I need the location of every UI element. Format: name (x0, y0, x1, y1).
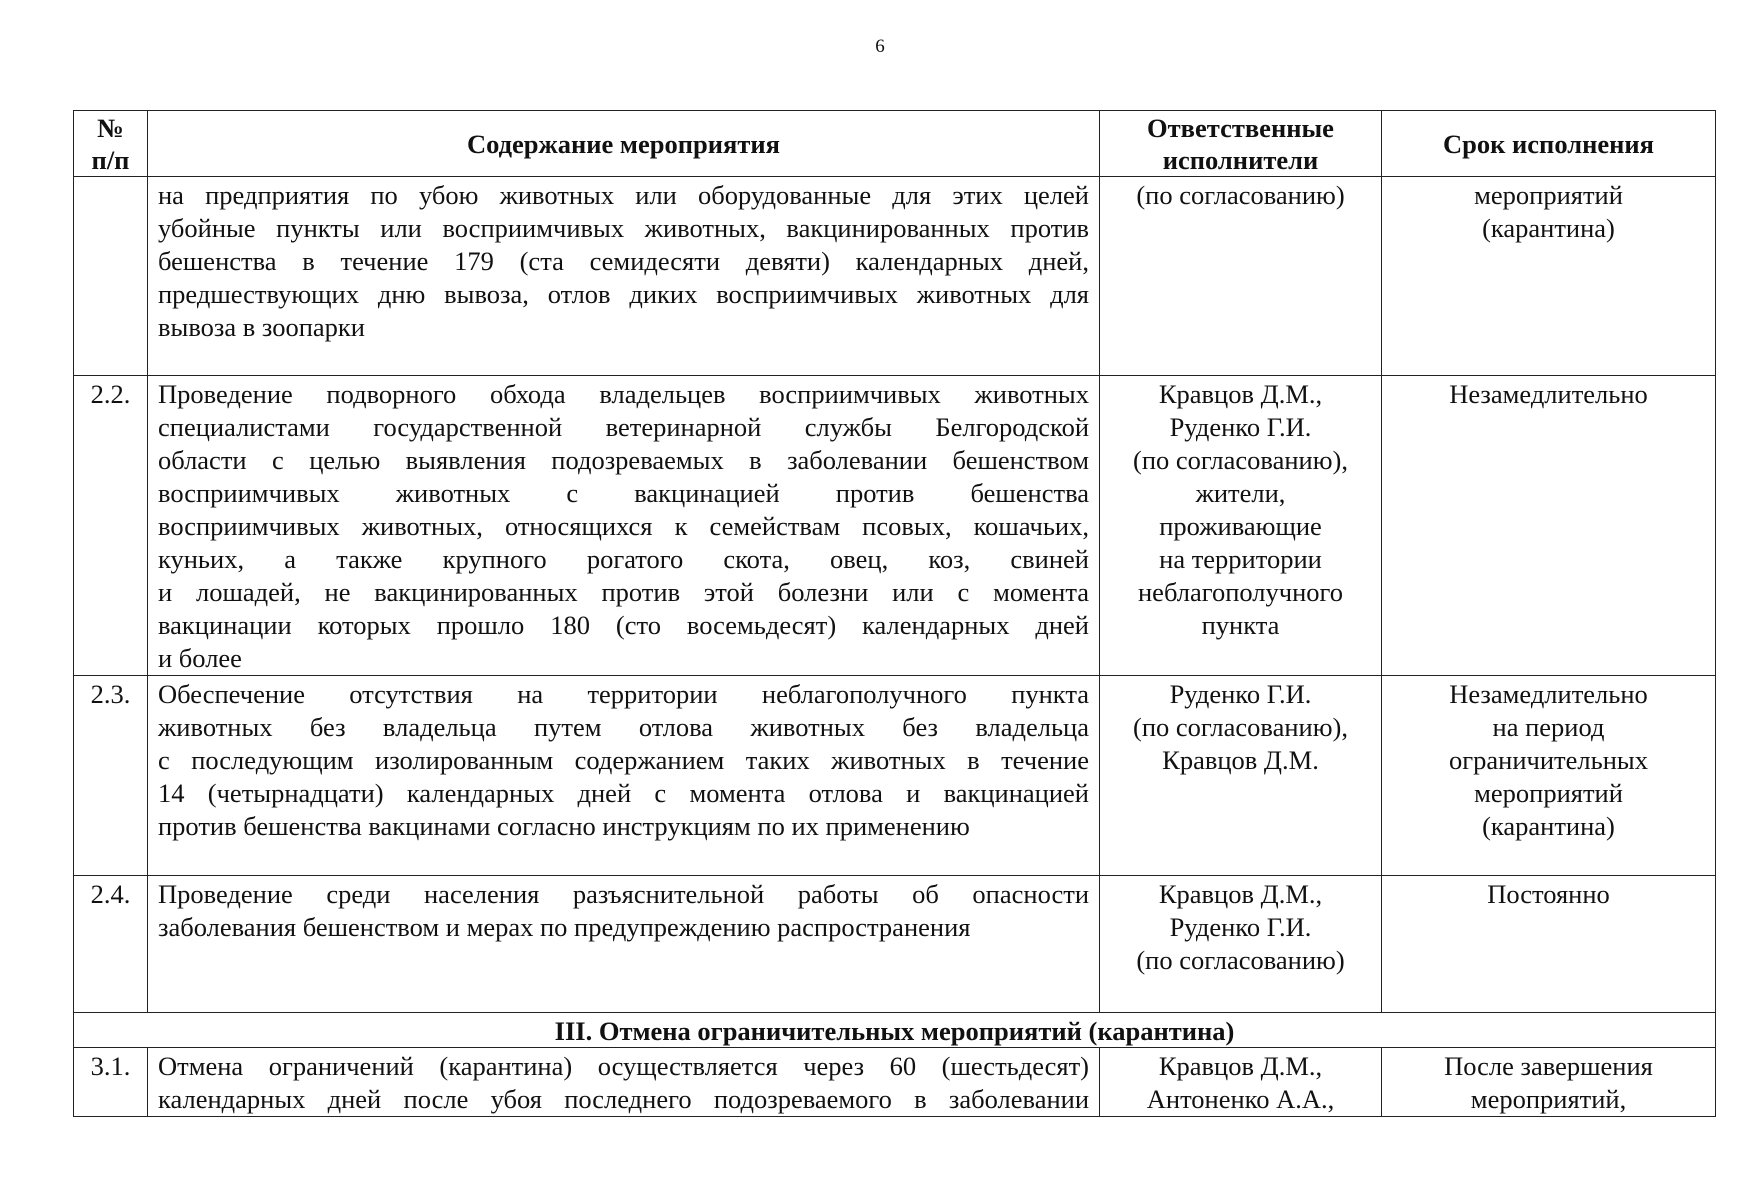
row-number: 3.1. (74, 1048, 148, 1117)
row-content: на предприятия по убою животных или оборудованные для этих целей убойные пункты или восприимчивых животных, вакцинированных против бешенства в течение 179 (ста семидесяти девяти) календарных дней, предшествующих дню вывоза, отлов диких восприимчивых животных для вывоза в зоопарки (148, 177, 1100, 376)
row-responsible: (по согласованию) (1100, 177, 1382, 376)
row-responsible: Кравцов Д.М., Антоненко А.А., (1100, 1048, 1382, 1117)
header-term: Срок исполнения (1382, 111, 1716, 177)
section-row (74, 1013, 1716, 1048)
row-content: Обеспечение отсутствия на территории неблагополучного пункта животных без владельца путем отлова животных без владельца с последующим изолированным содержанием таких животных в течение 14 (четырнадцати) календарных дней с момента отлова и вакцинацией против бешенства вакцинами согласно инструкциям по их применению (148, 676, 1100, 876)
row-responsible: Кравцов Д.М., Руденко Г.И. (по согласованию), жители, проживающие на территории неблагополучного пункта (1100, 376, 1382, 676)
table-row (74, 177, 1716, 376)
table-header-row (74, 111, 1716, 177)
header-number: № п/п (74, 111, 148, 177)
table-row (74, 676, 1716, 876)
row-responsible: Руденко Г.И. (по согласованию), Кравцов Д.М. (1100, 676, 1382, 876)
row-number: 2.4. (74, 876, 148, 1013)
row-content: Проведение подворного обхода владельцев восприимчивых животных специалистами государственной ветеринарной службы Белгородской области с целью выявления подозреваемых в заболевании бешенством восприимчивых животных с вакцинацией против бешенства восприимчивых животных, относящихся к семействам псовых, кошачьих, куньих, а также крупного рогатого скота, овец, коз, свиней и лошадей, не вакцинированных против этой болезни или с момента вакцинации которых прошло 180 (сто восемьдесят) календарных дней и более (148, 376, 1100, 676)
row-term: Незамедлительно на период ограничительных мероприятий (карантина) (1382, 676, 1716, 876)
row-content: Проведение среди населения разъяснительной работы об опасности заболевания бешенством и мерах по предупреждению распространения (148, 876, 1100, 1013)
header-content: Содержание мероприятия (148, 111, 1100, 177)
table-row (74, 376, 1716, 676)
table-row (74, 1048, 1716, 1117)
row-number: 2.3. (74, 676, 148, 876)
section-title: III. Отмена ограничительных мероприятий (карантина) (74, 1013, 1716, 1048)
row-number (74, 177, 148, 376)
table-row (74, 876, 1716, 1013)
row-term: После завершения мероприятий, (1382, 1048, 1716, 1117)
row-content: Отмена ограничений (карантина) осуществляется через 60 (шестьдесят) календарных дней после убоя последнего подозреваемого в заболевании (148, 1048, 1100, 1117)
row-responsible: Кравцов Д.М., Руденко Г.И. (по согласованию) (1100, 876, 1382, 1013)
row-term: Постоянно (1382, 876, 1716, 1013)
row-number: 2.2. (74, 376, 148, 676)
row-term: мероприятий (карантина) (1382, 177, 1716, 376)
header-responsible: Ответственные исполнители (1100, 111, 1382, 177)
activities-table (73, 110, 1716, 1117)
page-number: 6 (875, 36, 885, 57)
row-term: Незамедлительно (1382, 376, 1716, 676)
